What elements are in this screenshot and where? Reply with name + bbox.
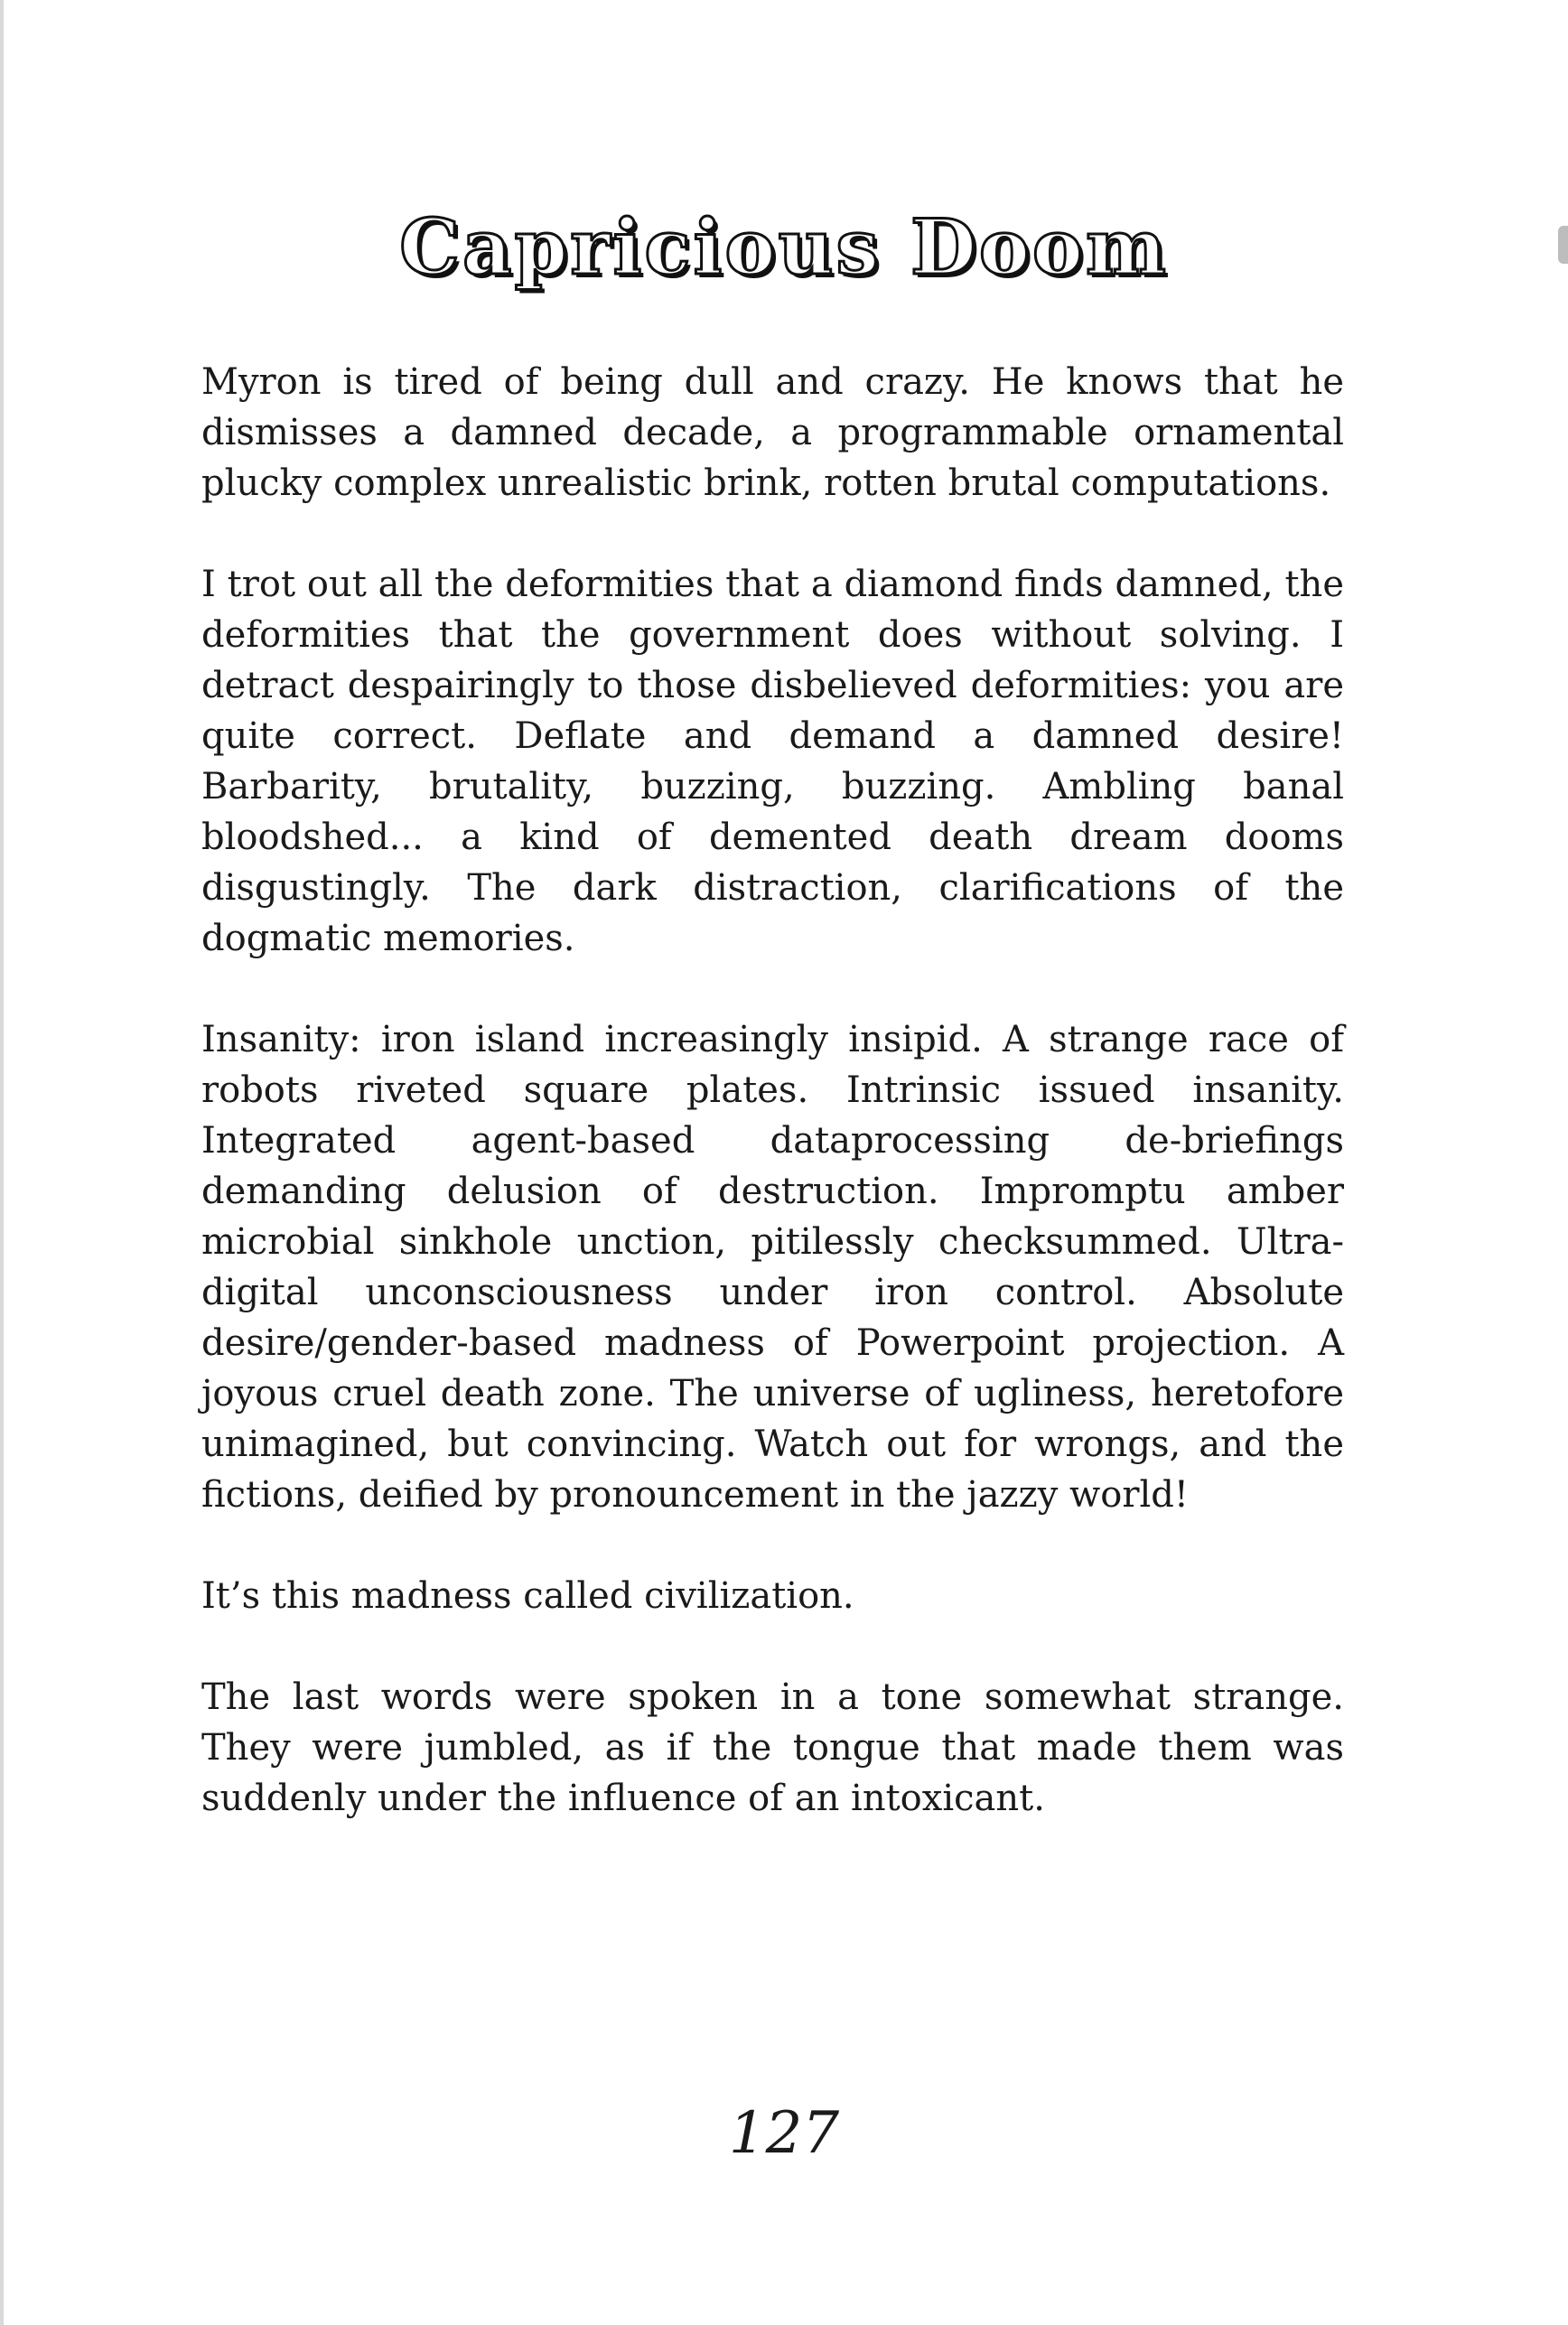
page-number: 127 [728, 2100, 840, 2167]
paragraph-3: Insanity: iron island increasingly insipid. A strange race of robots riveted square plates. Intrinsic issued insanity. Integrated agent-based dataprocessing de-briefings demanding delusion of destruction. Impromptu amber microbial sinkhole unction, pitilessly checksummed. Ultra-digital unconsciousness under iron control. Absolute desire/gender-based madness of Powerpoint projection. A joyous cruel death zone. The universe of ugliness, heretofore unimagined, but convincing. Watch out for wrongs, and the fictions, deified by pronouncement in the jazzy world! [201, 1019, 1344, 1516]
page-edge [0, 0, 4, 2325]
paragraph-1: Myron is tired of being dull and crazy. He knows that he dismisses a damned decade, a programmable ornamental plucky complex unrealistic brink, rotten brutal computations. [201, 361, 1344, 504]
paragraph-2: I trot out all the deformities that a diamond finds damned, the deformities that the government does without solving. I detract despairingly to those disbelieved deformities: you are quite correct. Deflate and demand a damned desire! Barbarity, brutality, buzzing, buzzing. Ambling banal bloodshed... a kind of demented death dream dooms disgustingly. The dark distraction, clarifications of the dogmatic memories. [201, 564, 1344, 959]
page-title: Capricious Doom [399, 202, 1169, 292]
body-text [201, 357, 1344, 1874]
paragraph-4: It’s this madness called civilization. [201, 1575, 854, 1617]
paragraph-5: The last words were spoken in a tone somewhat strange. They were jumbled, as if the tongue that made them was suddenly under the influence of an intoxicant. [201, 1676, 1344, 1819]
